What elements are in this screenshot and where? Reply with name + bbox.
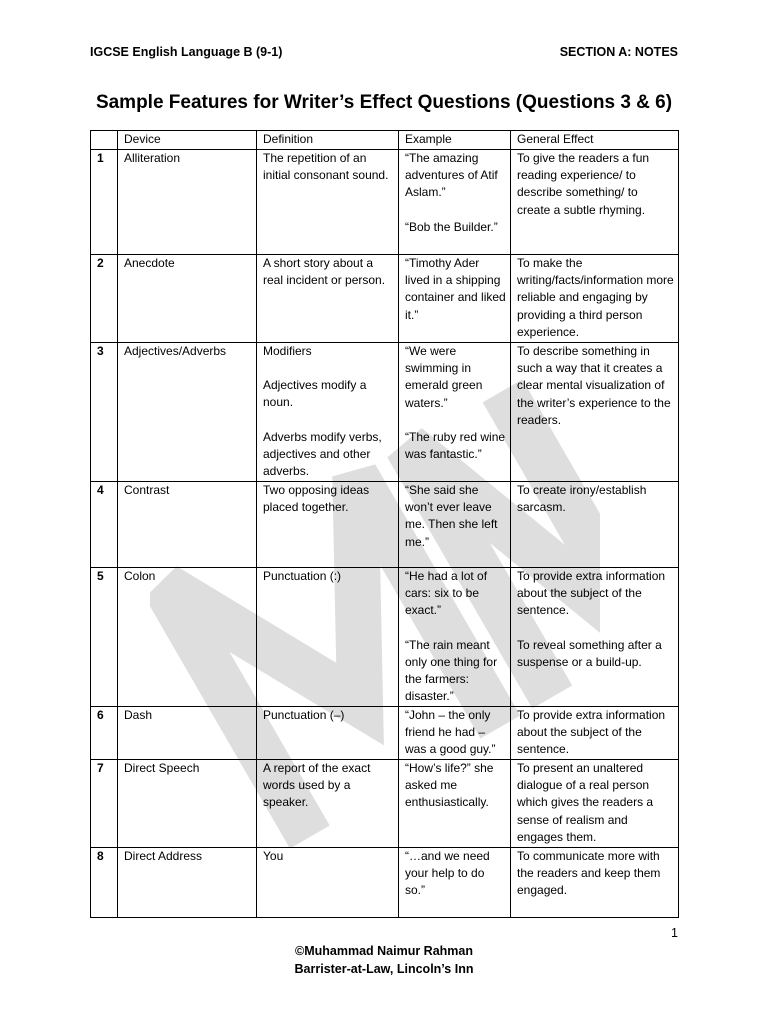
table-row xyxy=(91,343,679,482)
table-row xyxy=(91,150,679,255)
general-effect-text: To provide extra information about the subject of the sentence. xyxy=(517,569,666,618)
general-effect-text-cell xyxy=(511,482,679,568)
general-effect-text: To describe something in such a way that it creates a clear mental visualization of the writer’s experience to the readers. xyxy=(517,344,671,427)
document-header-section: SECTION A: NOTES xyxy=(559,45,678,59)
device-name: Adjectives/Adverbs xyxy=(118,343,257,482)
definition-text-cell xyxy=(257,848,399,918)
table-row xyxy=(91,482,679,568)
device-name: Contrast xyxy=(118,482,257,568)
page-number: 1 xyxy=(671,926,678,940)
column-header-example: Example xyxy=(399,131,511,150)
table-header-row xyxy=(91,131,679,150)
definition-text-cell xyxy=(257,707,399,760)
row-number: 7 xyxy=(91,760,118,848)
example-text-cell xyxy=(399,568,511,707)
example-text: “We were swimming in emerald green waters.” xyxy=(405,344,483,410)
definition-text-cell xyxy=(257,568,399,707)
device-name: Direct Speech xyxy=(118,760,257,848)
definition-text-cell xyxy=(257,343,399,482)
example-text-cell xyxy=(399,848,511,918)
example-text: “The ruby red wine was fantastic.” xyxy=(405,429,506,462)
general-effect-text: To create irony/establish sarcasm. xyxy=(517,483,647,515)
example-text: “Bob the Builder.” xyxy=(405,219,498,234)
device-name: Dash xyxy=(118,707,257,760)
example-text-cell xyxy=(399,760,511,848)
footer-author: ©Muhammad Naimur Rahman xyxy=(295,944,473,958)
document-header-course: IGCSE English Language B (9-1) xyxy=(90,45,283,59)
general-effect-text-cell xyxy=(511,343,679,482)
row-number: 4 xyxy=(91,482,118,568)
definition-text: Punctuation (:) xyxy=(263,569,342,583)
general-effect-text-cell xyxy=(511,150,679,255)
definition-text: A report of the exact words used by a speaker. xyxy=(263,761,371,810)
example-text: “…and we need your help to do so.” xyxy=(405,849,490,898)
general-effect-text: To make the writing/facts/information more reliable and engaging by providing a third person experience. xyxy=(517,256,674,339)
definition-text-cell xyxy=(257,150,399,255)
general-effect-text-cell xyxy=(511,848,679,918)
example-text: “The rain meant only one thing for the farmers: disaster.” xyxy=(405,637,498,704)
column-header-definition: Definition xyxy=(257,131,399,150)
example-text: “John – the only friend he had – was a good guy.” xyxy=(405,708,496,757)
example-text-cell xyxy=(399,482,511,568)
definition-text: The repetition of an initial consonant sound. xyxy=(263,151,389,183)
definition-text: Punctuation (–) xyxy=(263,708,345,722)
row-number: 2 xyxy=(91,255,118,343)
device-name: Alliteration xyxy=(118,150,257,255)
definition-text: Adverbs modify verbs, adjectives and other adverbs. xyxy=(263,429,382,479)
footer-credentials: Barrister-at-Law, Lincoln’s Inn xyxy=(294,962,474,976)
general-effect-text-cell xyxy=(511,255,679,343)
definition-text: A short story about a real incident or person. xyxy=(263,256,386,288)
row-number: 1 xyxy=(91,150,118,255)
example-text-cell xyxy=(399,707,511,760)
general-effect-text: To present an unaltered dialogue of a real person which gives the readers a sense of realism and engages them. xyxy=(517,761,654,844)
example-text: “How’s life?” she asked me enthusiastically. xyxy=(405,761,494,810)
column-header-general-effect: General Effect xyxy=(511,131,679,150)
example-text: “Timothy Ader lived in a shipping container and liked it.” xyxy=(405,256,506,322)
example-text: “He had a lot of cars: six to be exact.” xyxy=(405,569,488,618)
definition-text-cell xyxy=(257,255,399,343)
definition-text: Adjectives modify a noun. xyxy=(263,378,367,410)
page-title: Sample Features for Writer’s Effect Questions (Questions 3 & 6) xyxy=(95,92,673,113)
table-row xyxy=(91,255,679,343)
table-row xyxy=(91,848,679,918)
example-text: “The amazing adventures of Atif Aslam.” xyxy=(405,151,498,200)
definition-text: You xyxy=(263,849,284,863)
document-footer xyxy=(0,942,768,978)
definition-text: Modifiers xyxy=(263,344,312,358)
example-text: “She said she won’t ever leave me. Then she left me.” xyxy=(405,483,498,549)
table-row xyxy=(91,760,679,848)
device-name: Anecdote xyxy=(118,255,257,343)
general-effect-text: To provide extra information about the subject of the sentence. xyxy=(517,708,666,757)
example-text-cell xyxy=(399,150,511,255)
column-header-number xyxy=(91,131,118,150)
example-text-cell xyxy=(399,343,511,482)
general-effect-text-cell xyxy=(511,568,679,707)
row-number: 6 xyxy=(91,707,118,760)
device-name: Colon xyxy=(118,568,257,707)
general-effect-text-cell xyxy=(511,707,679,760)
row-number: 5 xyxy=(91,568,118,707)
device-name: Direct Address xyxy=(118,848,257,918)
definition-text: Two opposing ideas placed together. xyxy=(263,483,370,515)
table-row xyxy=(91,707,679,760)
example-text-cell xyxy=(399,255,511,343)
general-effect-text: To reveal something after a suspense or a build-up. xyxy=(517,637,662,669)
features-table xyxy=(90,130,679,918)
table-body xyxy=(91,150,679,918)
table-row xyxy=(91,568,679,707)
row-number: 3 xyxy=(91,343,118,482)
row-number: 8 xyxy=(91,848,118,918)
column-header-device: Device xyxy=(118,131,257,150)
definition-text-cell xyxy=(257,482,399,568)
general-effect-text-cell xyxy=(511,760,679,848)
definition-text-cell xyxy=(257,760,399,848)
general-effect-text: To communicate more with the readers and keep them engaged. xyxy=(517,849,661,898)
general-effect-text: To give the readers a fun reading experience/ to describe something/ to create a subtle rhyming. xyxy=(517,151,650,217)
